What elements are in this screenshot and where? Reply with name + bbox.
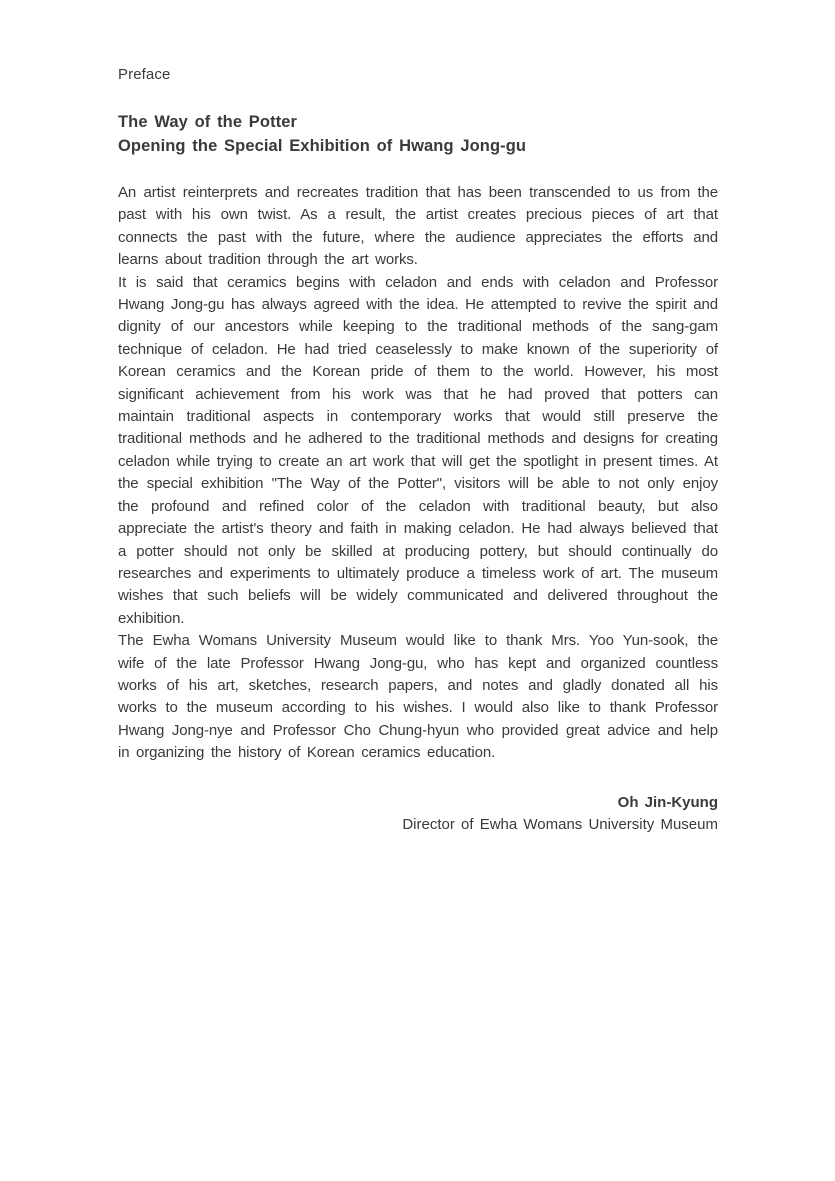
paragraph-1: An artist reinterprets and recreates tradition that has been transcended to us from the past with his own twist. As a result, the artist creates precious pieces of art that connects the past with the future, where the audience appreciates the efforts and learns about tradition through the art works. [118, 184, 718, 269]
paragraph-3: The Ewha Womans University Museum would like to thank Mrs. Yoo Yun-sook, the wife of the late Professor Hwang Jong-gu, who has kept and organized countless works of his art, sketches, research papers, and notes and gladly donated all his works to the museum according to his wishes. I would also like to thank Professor Hwang Jong-nye and Professor Cho Chung-hyun who provided great advice and help in organizing the history of Korean ceramics education. [118, 632, 718, 762]
signature-role: Director of Ewha Womans University Museum [402, 815, 718, 833]
section-label: Preface [118, 66, 171, 83]
document-body [118, 182, 718, 765]
signature-name: Oh Jin-Kyung [617, 793, 718, 811]
document-title-line1: The Way of the Potter [118, 113, 298, 131]
document-title-line2: Opening the Special Exhibition of Hwang Jong-gu [118, 137, 527, 155]
signature-block [118, 792, 718, 837]
document-title [118, 110, 718, 158]
paragraph-2: It is said that ceramics begins with celadon and ends with celadon and Professor Hwang Jong-gu has always agreed with the idea. He attempted to revive the spirit and dignity of our ancestors while keeping to the traditional methods of the sang-gam technique of celadon. He had tried ceaselessly to make known of the superiority of Korean ceramics and the Korean pride of them to the world. However, his most significant achievement from his work was that he had proved that potters can maintain traditional aspects in contemporary works that would still preserve the traditional methods and he adhered to the traditional methods and designs for creating celadon while trying to create an art work that will get the spotlight in present times. At the special exhibition "The Way of the Potter", visitors will be able to not only enjoy the profound and refined color of the celadon with traditional beauty, but also appreciate the artist's theory and faith in making celadon. He had always believed that a potter should not only be skilled at producing pottery, but should continually do researches and experiments to ultimately produce a timeless work of art. The museum wishes that such beliefs will be widely communicated and delivered throughout the exhibition. [118, 273, 718, 627]
document-content [118, 64, 718, 836]
